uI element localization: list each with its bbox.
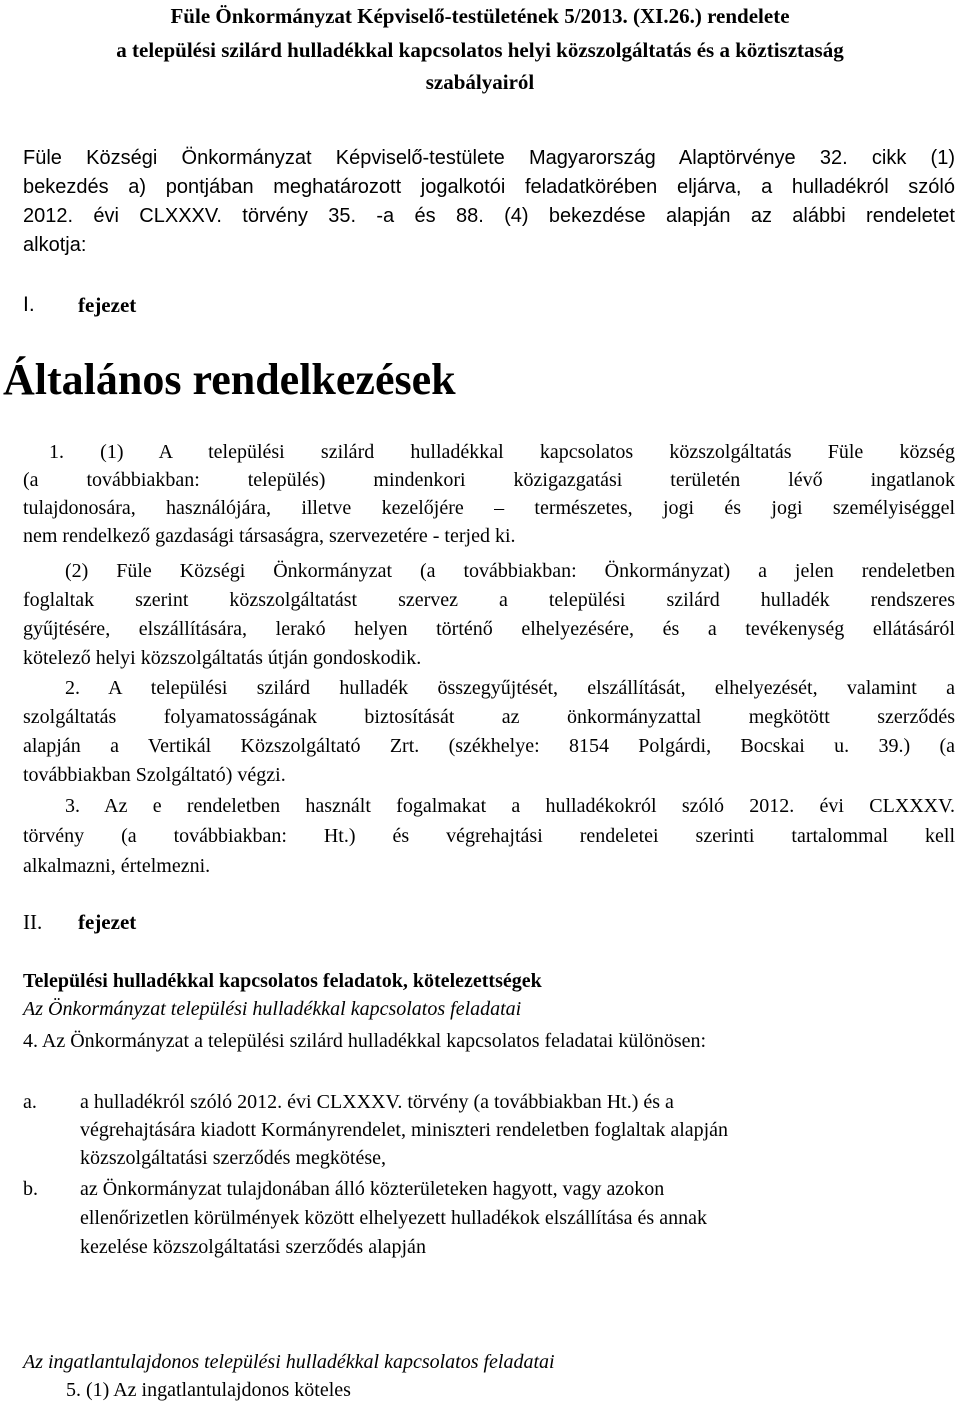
preamble-line: Füle Községi Önkormányzat Képviselő-testülete Magyarország Alaptörvénye 32. cikk (1)	[23, 147, 955, 169]
preamble-line: alkotja:	[23, 234, 87, 256]
paragraph-line: kötelező helyi közszolgáltatás útján gondoskodik.	[23, 647, 422, 669]
paragraph-line: szolgáltatás folyamatosságának biztosítását az önkormányzattal megkötött szerződés	[23, 706, 955, 728]
chapter-1-heading: Általános rendelkezések	[3, 355, 456, 404]
list-item-line: a hulladékról szóló 2012. évi CLXXXV. törvény (a továbbiakban Ht.) és a	[80, 1091, 674, 1113]
chapter-2-number: II.	[23, 910, 43, 934]
section-3	[23, 791, 955, 881]
chapter-1-number: I.	[23, 293, 35, 316]
document-title-line-2: a települési szilárd hulladékkal kapcsolatos helyi közszolgáltatás és a köztisztaság	[116, 38, 844, 62]
list-item-line: az Önkormányzat tulajdonában álló közterületeken hagyott, vagy azokon	[80, 1178, 665, 1200]
document-title-line-3: szabályairól	[425, 70, 535, 94]
list-item-line: végrehajtására kiadott Kormányrendelet, miniszteri rendeletben foglaltak alapján	[80, 1119, 729, 1141]
paragraph-line: nem rendelkező gazdasági társaságra, szervezetére - terjed ki.	[23, 525, 516, 547]
preamble-line: bekezdés a) pontjában meghatározott jogalkotói feladatkörében eljárva, a hulladékról szóló	[23, 176, 955, 198]
section-4-item-b	[23, 1175, 923, 1262]
paragraph-line: (a továbbiakban: település) mindenkori közigazgatási területén lévő ingatlanok	[23, 469, 955, 491]
section-4-item-a	[23, 1088, 923, 1172]
chapter-2-subheading: Az Önkormányzat települési hulladékkal kapcsolatos feladatai	[23, 998, 522, 1020]
paragraph-line: alkalmazni, értelmezni.	[23, 855, 211, 877]
chapter-1-label	[23, 291, 137, 319]
paragraph-line: gyűjtésére, elszállítására, lerakó helyen történő elhelyezésére, és a tevékenység ellátásáról	[23, 618, 955, 640]
section-5-intro: 5. (1) Az ingatlantulajdonos köteles	[66, 1379, 351, 1401]
preamble	[23, 144, 955, 260]
document-title-line-1: Füle Önkormányzat Képviselő-testületének 5/2013. (XI.26.) rendelete	[170, 4, 790, 28]
list-item-line: közszolgáltatási szerződés megkötése,	[80, 1147, 386, 1169]
list-marker: a.	[23, 1091, 37, 1113]
chapter-1-word: fejezet	[78, 293, 137, 317]
paragraph-line: törvény (a továbbiakban: Ht.) és végrehajtási rendeletei szerinti tartalommal kell	[23, 825, 955, 847]
paragraph-line: tulajdonosára, használójára, illetve kezelőjére – természetes, jogi és jogi személyiséggel	[23, 497, 955, 519]
list-marker: b.	[23, 1178, 38, 1200]
section-1-paragraph-1	[23, 438, 955, 550]
chapter-2-label	[23, 908, 137, 936]
chapter-2-heading: Települési hulladékkal kapcsolatos feladatok, kötelezettségek	[23, 970, 542, 992]
list-item-line: kezelése közszolgáltatási szerződés alapján	[80, 1236, 426, 1258]
section-4-intro: 4. Az Önkormányzat a települési szilárd hulladékkal kapcsolatos feladatai különösen:	[23, 1030, 707, 1052]
list-item-line: ellenőrizetlen körülmények között elhelyezett hulladékok elszállítása és annak	[80, 1207, 707, 1229]
paragraph-line: (2) Füle Községi Önkormányzat (a továbbiakban: Önkormányzat) a jelen rendeletben	[65, 560, 955, 582]
section-5-subheading: Az ingatlantulajdonos települési hulladékkal kapcsolatos feladatai	[23, 1351, 555, 1373]
paragraph-line: továbbiakban Szolgáltató) végzi.	[23, 764, 286, 786]
section-2	[23, 674, 955, 790]
paragraph-line: alapján a Vertikál Közszolgáltató Zrt. (székhelye: 8154 Polgárdi, Bocskai u. 39.) (a	[23, 735, 955, 757]
paragraph-line: 2. A települési szilárd hulladék összegyűjtését, elszállítását, elhelyezését, valamint a	[65, 677, 955, 699]
section-1-paragraph-2	[23, 557, 955, 673]
chapter-2-word: fejezet	[78, 910, 137, 934]
preamble-line: 2012. évi CLXXXV. törvény 35. -a és 88. (4) bekezdése alapján az alábbi rendeletet	[23, 205, 955, 227]
paragraph-line: 3. Az e rendeletben használt fogalmakat a hulladékokról szóló 2012. évi CLXXXV.	[65, 795, 955, 817]
paragraph-line: foglaltak szerint közszolgáltatást szervez a települési szilárd hulladék rendszeres	[23, 589, 955, 611]
paragraph-line: 1. (1) A települési szilárd hulladékkal kapcsolatos közszolgáltatás Füle község	[49, 441, 955, 463]
